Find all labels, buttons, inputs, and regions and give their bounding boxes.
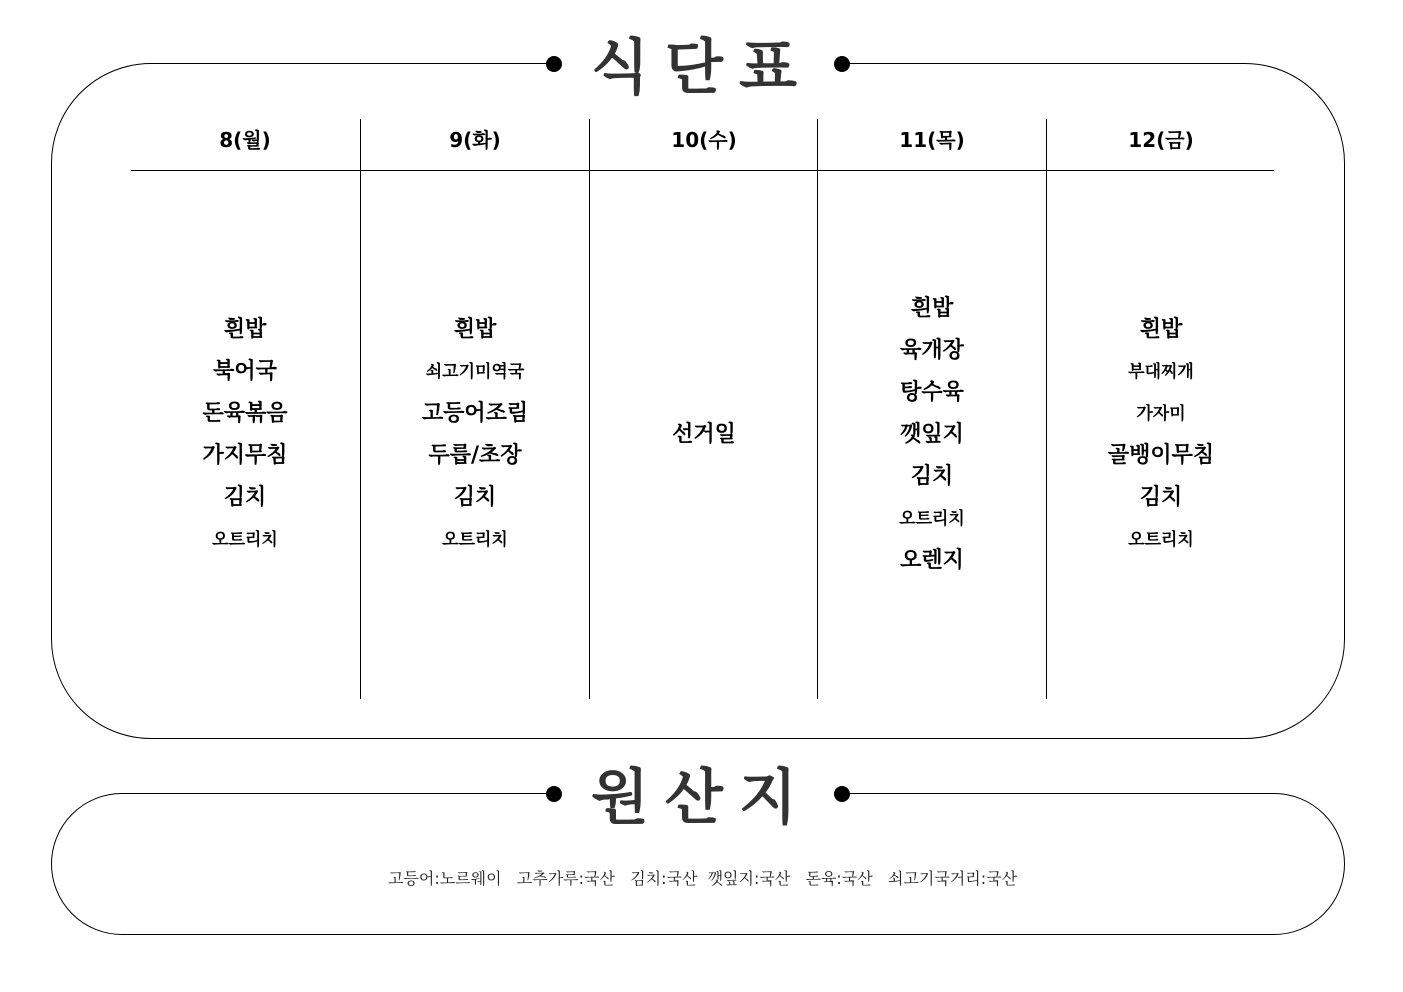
menu-item: 김치 [453, 485, 497, 510]
menu-item: 쇠고기미역국 [425, 362, 525, 382]
menu-item: 오트리치 [899, 509, 965, 529]
menu-title-left-dot [546, 56, 562, 72]
origin-list: 고등어:노르웨이 고추가루:국산 김치:국산 깻잎지:국산 돈육:국산 쇠고기국거리:국산 [387, 869, 1018, 888]
day-column-tue [361, 171, 589, 699]
day-column-wed [590, 171, 818, 699]
menu-item: 가자미 [1136, 404, 1186, 424]
menu-item: 오렌지 [900, 548, 964, 573]
menu-item: 돈육볶음 [202, 401, 288, 426]
day-column-fri [1047, 171, 1275, 699]
menu-item: 탕수육 [900, 380, 964, 405]
day-column-mon [131, 171, 359, 699]
menu-item: 김치 [223, 485, 267, 510]
menu-item: 두릅/초장 [428, 443, 522, 468]
menu-item: 선거일 [672, 422, 736, 447]
menu-item: 오트리치 [1128, 530, 1194, 550]
menu-item: 가지무침 [202, 443, 288, 468]
menu-item: 김치 [910, 464, 954, 489]
menu-item: 깻잎지 [900, 422, 964, 447]
menu-item: 흰밥 [453, 317, 497, 342]
menu-item: 고등어조림 [421, 401, 529, 426]
menu-item: 오트리치 [442, 530, 508, 550]
menu-item: 오트리치 [212, 530, 278, 550]
menu-item: 흰밥 [223, 317, 267, 342]
menu-title: 식단표 [591, 33, 813, 103]
menu-item: 육개장 [900, 338, 964, 363]
day-column-thu [818, 171, 1046, 699]
day-header-mon: 8(월) [219, 128, 271, 152]
menu-item: 부대찌개 [1128, 362, 1194, 382]
menu-item: 흰밥 [910, 296, 954, 321]
day-header-tue: 9(화) [449, 128, 501, 152]
origin-title-left-dot [546, 786, 562, 802]
day-header-thu: 11(목) [899, 128, 965, 152]
menu-item: 흰밥 [1139, 317, 1183, 342]
menu-item: 북어국 [213, 359, 277, 384]
origin-title: 원산지 [591, 763, 813, 833]
menu-item: 김치 [1139, 485, 1183, 510]
day-header-fri: 12(금) [1128, 128, 1194, 152]
menu-item: 골뱅이무침 [1107, 443, 1215, 468]
day-header-wed: 10(수) [671, 128, 737, 152]
